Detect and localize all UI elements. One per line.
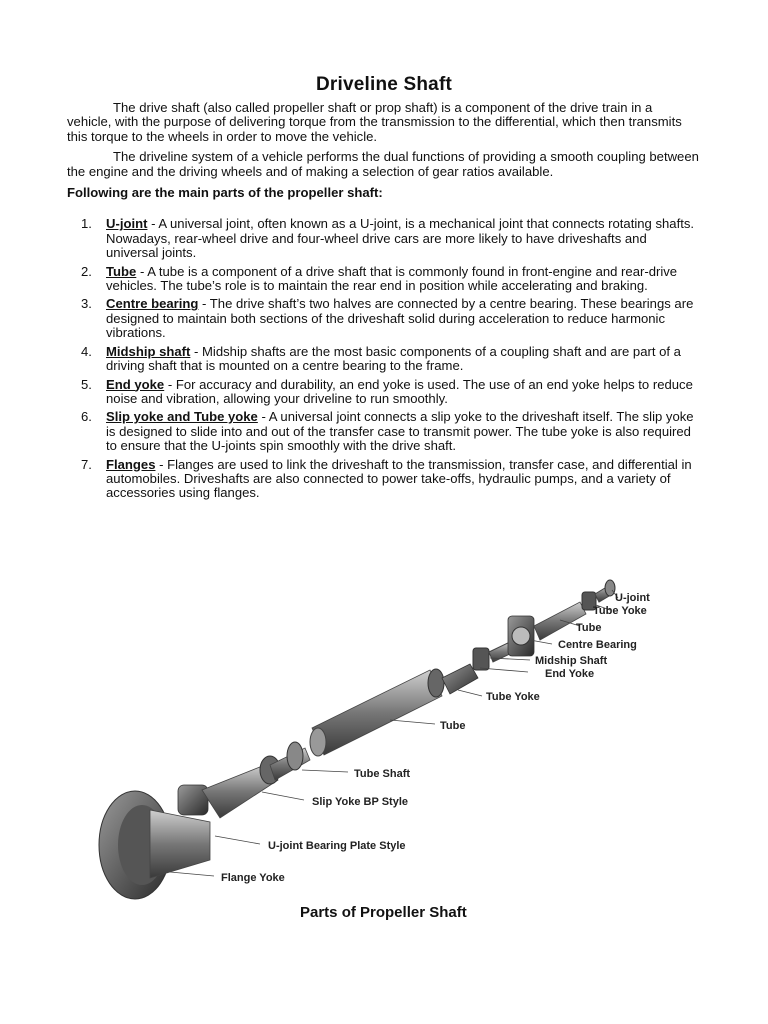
list-item: [67, 217, 699, 260]
label-tube-yoke-mid: Tube Yoke: [486, 691, 540, 703]
label-u-joint-bearing-plate: U-joint Bearing Plate Style: [268, 840, 406, 852]
list-item-number: 1.: [81, 216, 92, 232]
part-term: Centre bearing: [106, 296, 199, 312]
label-flange-yoke: Flange Yoke: [221, 872, 285, 884]
list-item: [67, 458, 699, 501]
document-title: Driveline Shaft: [315, 74, 453, 95]
part-term: Midship shaft: [106, 343, 191, 359]
list-item-number: 5.: [81, 376, 92, 392]
list-item-number: 6.: [81, 409, 92, 425]
list-item: [67, 297, 699, 340]
part-term: U-joint: [106, 216, 148, 232]
list-item-number: 7.: [81, 456, 92, 472]
list-item: [67, 378, 699, 407]
label-end-yoke: End Yoke: [545, 668, 595, 680]
part-term: Tube: [106, 263, 137, 279]
centre-bearing-part: [508, 616, 534, 656]
midship-assembly-part: [442, 642, 514, 694]
part-description: - For accuracy and durability, an end yoke is used. The use of an end yoke helps to reduce noise and vibration, allowing your driveline to run smoothly.: [106, 376, 693, 406]
propeller-shaft-figure: [90, 560, 690, 980]
label-slip-yoke: Slip Yoke BP Style: [312, 796, 408, 808]
part-description: - A universal joint, often known as a U-joint, is a mechanical joint that connects rotating shafts. Nowadays, rear-wheel drive and four-wheel drive cars are more likely to have driveshafts and universal joints.: [106, 216, 695, 261]
part-term: Slip yoke and Tube yoke: [106, 409, 258, 425]
propeller-shaft-diagram: [90, 560, 690, 980]
list-item: [67, 265, 699, 294]
parts-list: [67, 217, 699, 500]
part-description: - Flanges are used to link the driveshaft to the transmission, transfer case, and differential in automobiles. Driveshafts are also connected to power take-offs, hydraulic pumps, and a variety of accessories using flanges.: [106, 456, 692, 501]
label-u-joint: U-joint: [615, 592, 650, 604]
label-midship-shaft: Midship Shaft: [535, 655, 608, 667]
part-description: - A universal joint connects a slip yoke to the driveshaft itself. The slip yoke is designed to slide into and out of the transfer case to transmit power. The tube yoke is also required to ensure that the U-joints spin smoothly with the drive shaft.: [106, 409, 694, 454]
list-item-number: 3.: [81, 296, 92, 312]
label-tube-shaft: Tube Shaft: [354, 768, 411, 780]
part-description: - The drive shaft’s two halves are connected by a centre bearing. These bearings are designed to maintain both sections of the driveshaft solid during acceleration to reduce harmonic vibrations.: [106, 296, 694, 341]
driveline-paragraph: The driveline system of a vehicle performs the dual functions of providing a smooth coupling between the engine and the driving wheels and of making a selection of gear ratios available.: [67, 149, 699, 179]
part-term: Flanges: [106, 456, 156, 472]
part-description: - Midship shafts are the most basic components of a coupling shaft and are part of a driving shaft that is mounted on a centre bearing to the frame.: [106, 343, 681, 374]
document-body: [67, 101, 699, 505]
part-term: End yoke: [106, 376, 165, 392]
part-description: - A tube is a component of a drive shaft that is commonly found in front-engine and rear-drive vehicles. The tube’s role is to maintain the rear end in position while accelerating and braking.: [106, 263, 678, 294]
list-item: [67, 410, 699, 453]
figure-caption: Parts of Propeller Shaft: [300, 904, 467, 921]
label-tube-top: Tube: [576, 622, 602, 634]
main-tube-part: [310, 669, 444, 756]
intro-paragraph: The drive shaft (also called propeller shaft or prop shaft) is a component of the drive train in a vehicle, with the purpose of delivering torque from the transmission to the differential, which then transmits this torque to the wheels in order to move the vehicle.: [67, 100, 682, 144]
list-item-number: 2.: [81, 263, 92, 279]
parts-list-heading: Following are the main parts of the propeller shaft:: [67, 185, 383, 201]
label-tube-yoke-top: Tube Yoke: [593, 605, 647, 617]
label-centre-bearing: Centre Bearing: [558, 639, 637, 651]
list-item-number: 4.: [81, 343, 92, 359]
list-item: [67, 345, 699, 374]
slip-yoke-part: [178, 756, 280, 818]
label-tube-mid: Tube: [440, 720, 466, 732]
